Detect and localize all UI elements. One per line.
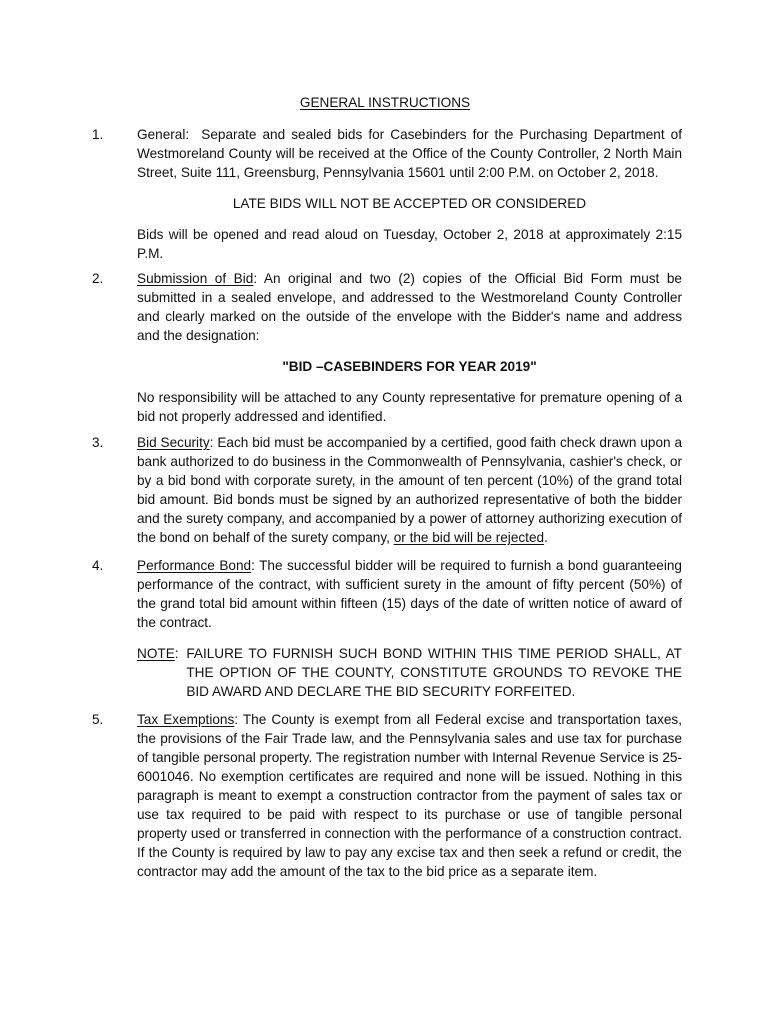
instruction-item-tax-exemptions <box>92 710 682 881</box>
item-paragraph <box>137 125 682 182</box>
item-heading: General: <box>137 127 190 142</box>
item-number: 2. <box>92 271 104 286</box>
item-paragraph: Bid Security: Each bid must be accompanied by a certified, good faith check drawn upon a bank authorized to do business in the Commonwealth of Pennsylvania, cashier's check, or by a bid bond with corporate surety, in the amount of ten percent (10%) of the grand total bid amount. Bid bonds must be signed by an authorized representative of both the bidder and the surety company, and accompanied by a power of attorney authorizing execution of the bond on behalf of the surety company, or the bid will be rejected. <box>137 435 683 545</box>
item-heading: Bid Security <box>137 435 210 450</box>
item-paragraph <box>137 269 682 345</box>
item-paragraph <box>137 556 682 632</box>
item-text: : Each bid must be accompanied by a certified, good faith check drawn upon a bank authorized to do business in the Commonwealth of Pennsylvania, cashier's check, or by a bid bond with corporate surety, in the amount of ten percent (10%) of the grand total bid amount. Bid bonds must be signed by an authorized representative of both the bidder and the surety company, and accompanied by a power of attorney authorizing execution of the bond on behalf of the surety company, <box>137 435 683 545</box>
bid-designation: "BID –CASEBINDERS FOR YEAR 2019" <box>282 359 537 374</box>
item-heading: Performance Bond <box>137 558 252 573</box>
item-text: : The County is exempt from all Federal excise and transportation taxes, the provisions of the Fair Trade law, and the Pennsylvania sales and use tax for purchase of tangible personal property. The registration number with Internal Revenue Service is 25-6001046. No exemption certificates are required and none will be issued. Nothing in this paragraph is meant to exempt a construction contractor from the payment of sales tax or use tax required to be paid with respect to its purchase or use of tangible personal property used or transferred in connection with the performance of a construction contract. If the County is required by law to pay any excise tax and then seek a refund or credit, the contractor may add the amount of the tax to the bid price as a separate item. <box>137 712 683 879</box>
item-text-secondary: Bids will be opened and read aloud on Tuesday, October 2, 2018 at approximately 2:15 P.M. <box>137 227 682 261</box>
item-text: : An original and two (2) copies of the Official Bid Form must be submitted in a sealed envelope, and addressed to the Westmoreland County Controller and clearly marked on the outside of the envelope with the Bidder's name and address and the designation: <box>137 271 682 343</box>
item-paragraph <box>137 710 682 881</box>
item-heading: Submission of Bid <box>137 271 254 286</box>
item-text-secondary: No responsibility will be attached to any County representative for premature opening of a bid not properly addressed and identified. <box>137 390 682 424</box>
item-heading: Tax Exemptions <box>137 712 235 727</box>
instruction-item-bid-security <box>92 433 682 547</box>
note-block: NOTE: FAILURE TO FURNISH SUCH BOND WITHIN THIS TIME PERIOD SHALL, AT THE OPTION OF THE COUNTY, CONSTITUTE GROUNDS TO REVOKE THE BID AWARD AND DECLARE THE BID SECURITY FORFEITED. <box>137 646 682 699</box>
item-text: : The successful bidder will be required to furnish a bond guaranteeing performance of the contract, with sufficient surety in the amount of fifty percent (50%) of the grand total bid amount within fifteen (15) days of the date of written notice of award of the contract. <box>137 558 682 630</box>
instruction-item-general <box>92 125 682 263</box>
page-title: GENERAL INSTRUCTIONS <box>299 95 471 110</box>
item-number: 4. <box>92 558 104 573</box>
item-text: Separate and sealed bids for Casebinders for the Purchasing Department of Westmoreland County will be received at the Office of the County Controller, 2 North Main Street, Suite 111, Greensburg, Pennsylvania 15601 until 2:00 P.M. on October 2, 2018. <box>137 127 682 180</box>
rejection-clause: or the bid will be rejected <box>393 530 545 545</box>
item-number: 5. <box>92 712 104 727</box>
late-bids-notice: LATE BIDS WILL NOT BE ACCEPTED OR CONSIDERED <box>232 196 587 211</box>
note-text: FAILURE TO FURNISH SUCH BOND WITHIN THIS TIME PERIOD SHALL, AT THE OPTION OF THE COUNTY, CONSTITUTE GROUNDS TO REVOKE THE BID AWARD AND DECLARE THE BID SECURITY FORFEITED. <box>186 646 682 699</box>
item-number: 3. <box>92 435 104 450</box>
note-label: NOTE <box>137 646 175 661</box>
instruction-item-performance-bond <box>92 556 682 701</box>
item-number: 1. <box>92 127 104 142</box>
instruction-item-submission <box>92 269 682 426</box>
